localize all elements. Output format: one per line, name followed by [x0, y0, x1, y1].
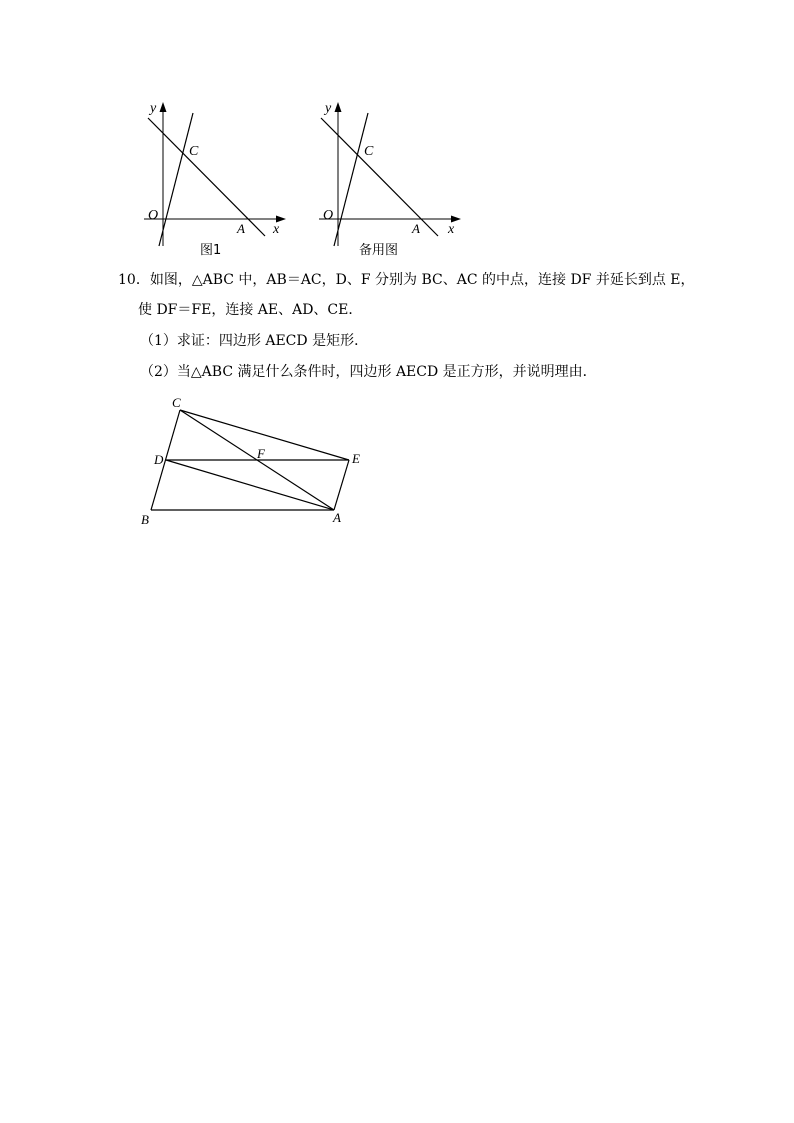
part-1-text: （1）求证：四边形 AECD 是矩形．	[140, 333, 369, 349]
problem-number: 10．	[118, 272, 150, 288]
line-ac	[321, 118, 438, 236]
coordinate-figure-2	[311, 96, 471, 261]
label-b: B	[141, 512, 149, 527]
part-2-text: （2）当△ABC 满足什么条件时，四边形 AECD 是正方形，并说明理由．	[140, 364, 597, 380]
caption-fig1: 图1	[200, 243, 222, 258]
label-o: O	[148, 208, 159, 223]
problem-statement-1: 如图，△ABC 中，AB＝AC，D、F 分别为 BC、AC 的中点，连接 DF 并延长到点 E，	[149, 272, 695, 288]
label-x: x	[448, 222, 455, 237]
geometry-figure	[136, 392, 376, 532]
problem-line-1	[118, 270, 695, 290]
label-d: D	[154, 452, 164, 467]
label-a: A	[333, 510, 341, 525]
coordinate-figure-1	[136, 96, 296, 261]
y-axis-arrow	[160, 102, 167, 112]
label-e: E	[352, 451, 360, 466]
label-o: O	[323, 208, 334, 223]
caption-fig2: 备用图	[359, 243, 399, 258]
problem-line-2	[138, 300, 362, 320]
problem-part-1	[140, 331, 368, 351]
label-c: C	[364, 144, 374, 159]
label-c: C	[189, 144, 199, 159]
y-axis-arrow	[335, 102, 342, 112]
problem-part-2	[140, 362, 597, 382]
label-y: y	[325, 101, 332, 116]
line-oc	[334, 113, 368, 246]
label-a: A	[412, 221, 420, 236]
problem-statement-2: 使 DF＝FE，连接 AE、AD、CE．	[138, 302, 363, 318]
label-x: x	[273, 222, 280, 237]
segment-ae	[334, 460, 349, 510]
label-c: C	[172, 395, 181, 410]
line-oc	[159, 113, 193, 246]
label-f: F	[257, 446, 265, 461]
label-y: y	[150, 101, 157, 116]
label-a: A	[237, 221, 245, 236]
segment-da	[166, 460, 334, 510]
